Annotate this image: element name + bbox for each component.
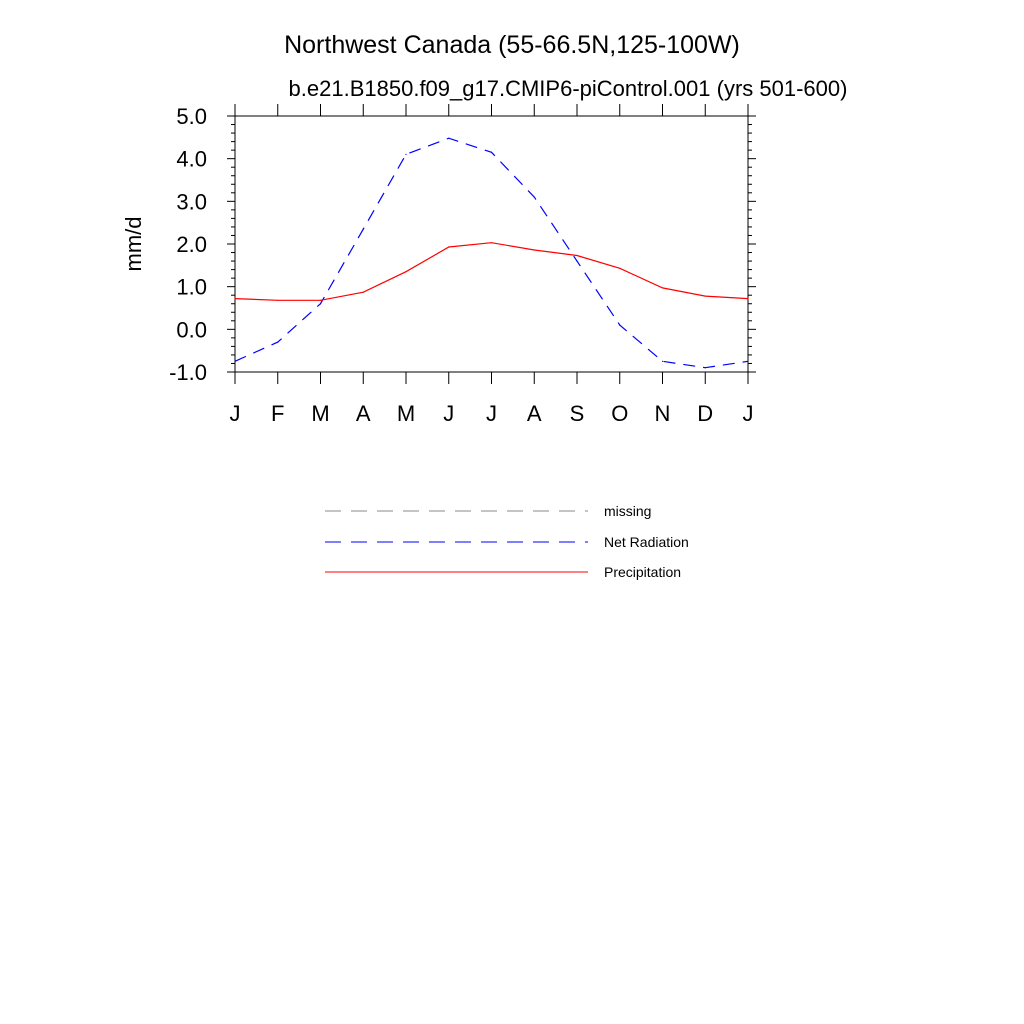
series-point-0 xyxy=(405,154,406,155)
series-point-1 xyxy=(405,271,406,272)
series-point-0 xyxy=(576,260,577,261)
series-point-1 xyxy=(619,268,620,269)
chart-subtitle: b.e21.B1850.f09_g17.CMIP6-piControl.001 (yrs 501-600) xyxy=(288,76,848,101)
series-line-1 xyxy=(235,243,748,301)
x-tick-label: A xyxy=(355,401,371,426)
series-point-1 xyxy=(277,300,278,301)
legend-label: missing xyxy=(604,503,652,519)
series-point-0 xyxy=(662,361,663,362)
plot-frame xyxy=(235,116,748,372)
series-point-0 xyxy=(234,361,235,362)
x-tick-label: J xyxy=(486,401,497,426)
x-tick-label: J xyxy=(443,401,455,426)
y-tick-label: 0.0 xyxy=(176,317,207,343)
y-tick-label: -1.0 xyxy=(169,360,207,385)
series-point-0 xyxy=(491,152,492,153)
chart-title: Northwest Canada (55-66.5N,125-100W) xyxy=(284,31,740,59)
x-tick-label: S xyxy=(569,401,585,426)
y-tick-label: 2.0 xyxy=(176,232,207,257)
series-line-0 xyxy=(235,138,748,368)
series-point-1 xyxy=(662,287,663,288)
x-tick-label: O xyxy=(611,401,629,426)
y-tick-label: 1.0 xyxy=(176,274,207,300)
series-point-1 xyxy=(747,298,748,299)
x-tick-label: N xyxy=(654,401,671,426)
series-point-1 xyxy=(491,242,492,243)
series-point-1 xyxy=(534,249,535,250)
x-tick-label: D xyxy=(697,401,714,426)
series-point-0 xyxy=(363,228,364,229)
series-point-0 xyxy=(320,303,321,304)
x-tick-label: M xyxy=(311,401,330,426)
series-point-0 xyxy=(619,324,620,325)
legend xyxy=(325,503,689,580)
plot-area xyxy=(169,104,756,426)
y-axis-label: mm/d xyxy=(121,216,146,272)
series-point-1 xyxy=(705,295,706,296)
y-tick-label: 3.0 xyxy=(176,189,207,215)
x-tick-label: J xyxy=(229,401,241,426)
legend-label: Precipitation xyxy=(604,564,682,580)
series-point-0 xyxy=(448,138,449,139)
series-point-1 xyxy=(234,298,235,299)
x-tick-label: J xyxy=(742,401,754,426)
series-point-0 xyxy=(277,342,278,343)
series-point-1 xyxy=(448,246,449,247)
series-point-0 xyxy=(534,196,535,197)
series-point-0 xyxy=(747,361,748,362)
series-point-1 xyxy=(320,300,321,301)
x-tick-label: F xyxy=(271,401,285,426)
y-tick-label: 5.0 xyxy=(176,104,207,129)
series-point-1 xyxy=(576,255,577,256)
legend-label: Net Radiation xyxy=(604,534,689,550)
series-point-1 xyxy=(363,292,364,293)
x-tick-label: M xyxy=(396,401,416,426)
series-point-0 xyxy=(705,367,706,368)
y-tick-label: 4.0 xyxy=(176,146,207,172)
x-tick-label: A xyxy=(526,401,542,426)
